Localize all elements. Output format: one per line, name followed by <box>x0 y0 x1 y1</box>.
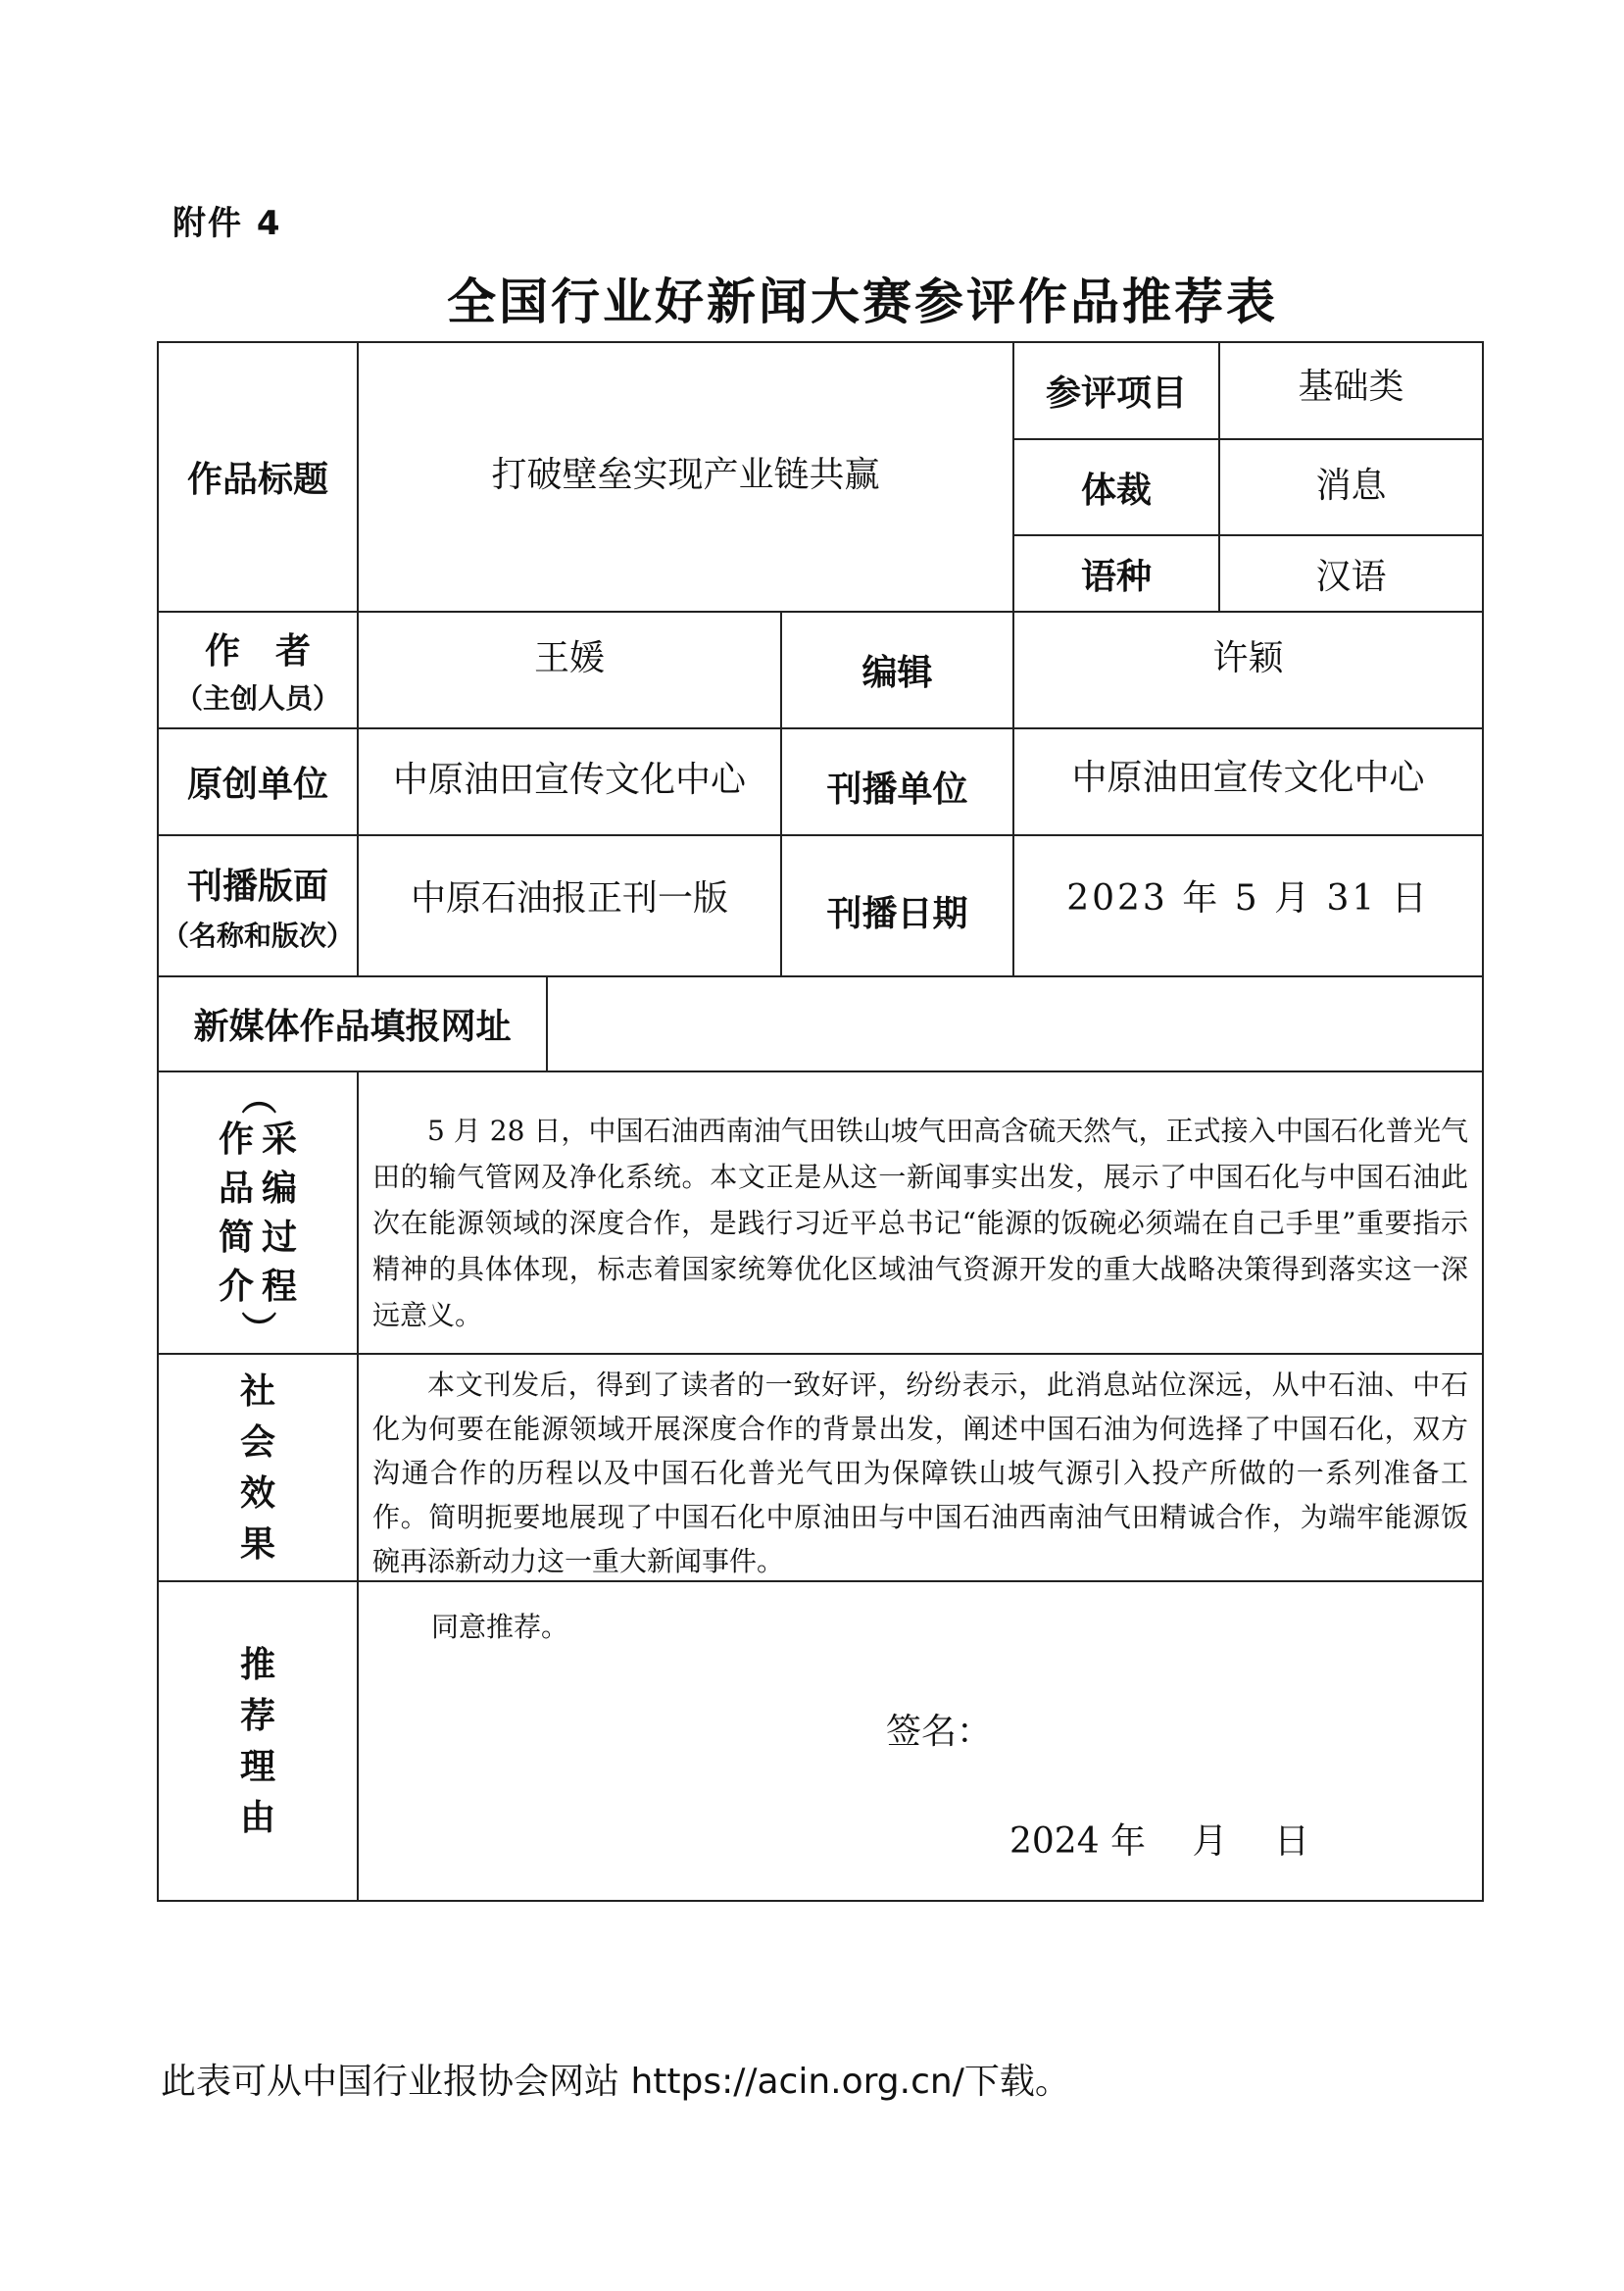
reason-label: 推 荐 理 由 <box>157 1580 359 1902</box>
category-label: 参评项目 <box>1012 341 1220 440</box>
language-label: 语种 <box>1012 534 1220 613</box>
category-value: 基础类 <box>1218 341 1484 440</box>
brief-label-col-left: 作 品 简 介 <box>218 1119 254 1307</box>
brief-label <box>157 1071 359 1355</box>
editor-value: 许颖 <box>1012 611 1484 729</box>
signature-label: 签名： <box>886 1712 993 1752</box>
new-media-value <box>546 975 1484 1072</box>
new-media-label: 新媒体作品填报网址 <box>157 975 548 1072</box>
brief-label-col-right: 采 编 过 程 <box>261 1119 297 1307</box>
social-effect-text: 本文刊发后，得到了读者的一致好评，纷纷表示，此消息站位深远，从中石油、中石化为何要在能源领域开展深度合作的背景出发，阐述中国石油为何选择了中国石化，双方沟通合作的历程以及中国石化普光气田为保障铁山坡气源引入投产所做的一系列准备工作。简明扼要地展现了中国石化中原油田与中国石油西南油气田精诚合作，为端牢能源饭碗再添新动力这一重大新闻事件。 <box>372 1369 1468 1577</box>
author-value: 王媛 <box>357 611 782 729</box>
work-title-value: 打破壁垒实现产业链共赢 <box>357 341 1014 613</box>
page-title: 全国行业好新闻大赛参评作品推荐表 <box>447 273 1278 330</box>
publish-unit-value: 中原油田宣传文化中心 <box>1012 727 1484 836</box>
brief-label-columns <box>215 1115 301 1311</box>
author-label: 作 者 （主创人员） <box>157 611 359 729</box>
brief-text-cell <box>357 1071 1484 1355</box>
social-effect-label: 社 会 效 果 <box>157 1353 359 1582</box>
brief-text: 5 月 28 日，中国石油西南油气田铁山坡气田高含硫天然气，正式接入中国石化普光气田的输气管网及净化系统。本文正是从这一新闻事实出发，展示了中国石化与中国石油此次在能源领域的深度合作，是践行习近平总书记“能源的饭碗必须端在自己手里”重要指示精神的具体体现，标志着国家统筹优化区域油气资源开发的重大战略决策得到落实这一深远意义。 <box>372 1115 1468 1331</box>
publish-page-value: 中原石油报正刊一版 <box>357 834 782 977</box>
publish-date-label: 刊播日期 <box>780 834 1014 977</box>
publish-unit-label: 刊播单位 <box>780 727 1014 836</box>
download-note: 此表可从中国行业报协会网站 https://acin.org.cn/下载。 <box>161 2062 1070 2102</box>
origin-unit-label: 原创单位 <box>157 727 359 836</box>
genre-value: 消息 <box>1218 438 1484 536</box>
publish-date-value: 2023 年 5 月 31 日 <box>1012 834 1484 977</box>
close-paren: ） <box>236 1310 278 1347</box>
work-title-label: 作品标题 <box>157 341 359 613</box>
open-paren: （ <box>236 1078 278 1116</box>
sign-date: 2024 年 月 日 <box>1009 1821 1309 1862</box>
attachment-label: 附件 4 <box>172 204 282 243</box>
reason-text: 同意推荐。 <box>431 1611 569 1643</box>
publish-page-label: 刊播版面 （名称和版次） <box>157 834 359 977</box>
editor-label: 编辑 <box>780 611 1014 729</box>
language-value: 汉语 <box>1218 534 1484 613</box>
reason-cell <box>357 1580 1484 1902</box>
origin-unit-value: 中原油田宣传文化中心 <box>357 727 782 836</box>
social-effect-cell <box>357 1353 1484 1582</box>
genre-label: 体裁 <box>1012 438 1220 536</box>
